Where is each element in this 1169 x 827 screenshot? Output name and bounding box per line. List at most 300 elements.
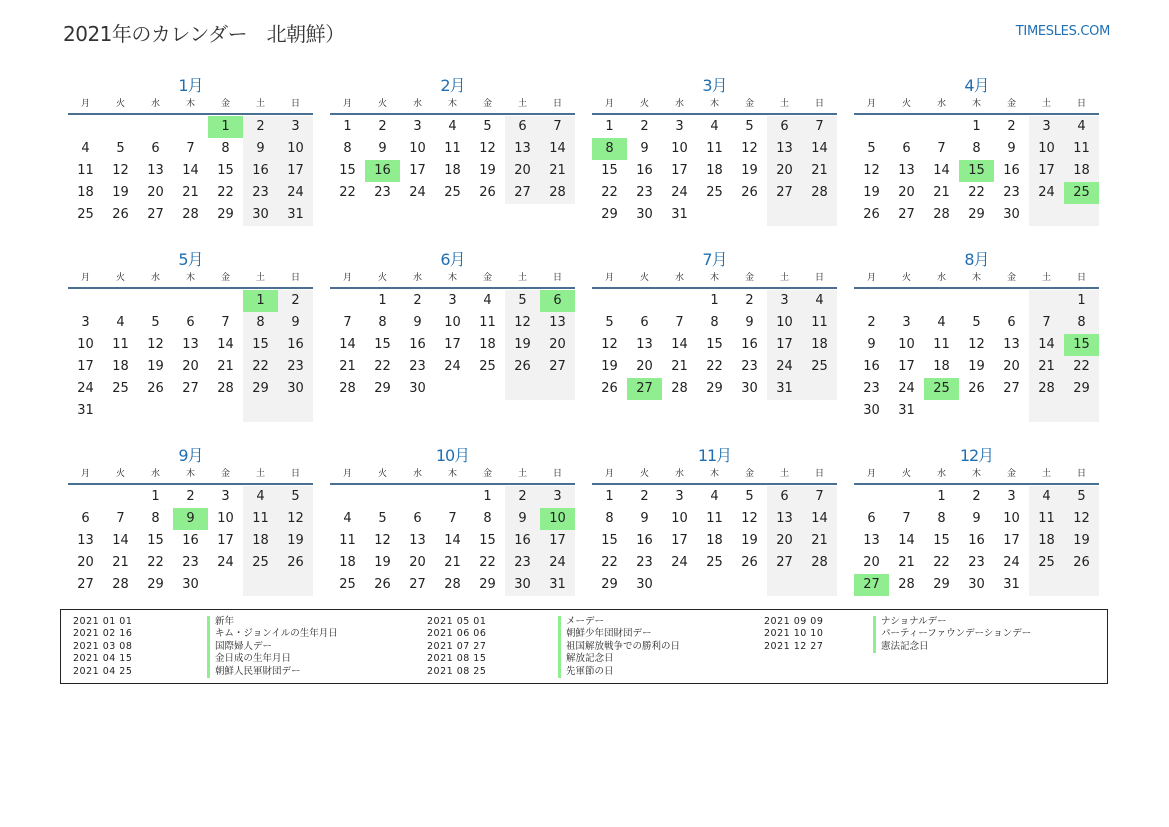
day-cell[interactable]: 6	[867, 511, 876, 526]
day-cell[interactable]: 10	[671, 141, 688, 156]
day-cell[interactable]: 22	[601, 555, 618, 570]
day-cell[interactable]: 19	[741, 163, 758, 178]
day-cell[interactable]: 6	[186, 315, 195, 330]
day-cell[interactable]: 7	[1029, 312, 1064, 334]
day-cell[interactable]: 21	[671, 359, 688, 374]
day-cell[interactable]: 15	[601, 163, 618, 178]
day-cell[interactable]: 12	[1064, 508, 1099, 530]
day-cell[interactable]: 1	[243, 290, 278, 312]
day-cell[interactable]: 11	[339, 533, 356, 548]
day-cell[interactable]: 7	[343, 315, 352, 330]
day-cell[interactable]: 27	[505, 182, 540, 204]
day-cell[interactable]: 2	[378, 119, 387, 134]
day-cell[interactable]: 26	[147, 381, 164, 396]
day-cell[interactable]: 6	[413, 511, 422, 526]
day-cell[interactable]: 3	[540, 486, 575, 508]
day-cell[interactable]: 23	[505, 552, 540, 574]
day-cell[interactable]: 1	[605, 119, 614, 134]
day-cell[interactable]: 7	[802, 486, 837, 508]
day-cell[interactable]: 15	[217, 163, 234, 178]
day-cell[interactable]: 11	[933, 337, 950, 352]
day-cell[interactable]: 23	[741, 359, 758, 374]
day-cell[interactable]: 24	[217, 555, 234, 570]
day-cell[interactable]: 14	[802, 138, 837, 160]
day-cell[interactable]: 23	[243, 182, 278, 204]
day-cell[interactable]: 27	[409, 577, 426, 592]
day-cell[interactable]: 18	[802, 334, 837, 356]
day-cell[interactable]: 6	[767, 486, 802, 508]
day-cell[interactable]: 12	[968, 337, 985, 352]
day-cell[interactable]: 8	[343, 141, 352, 156]
day-cell[interactable]: 29	[1064, 378, 1099, 400]
day-cell[interactable]: 1	[710, 293, 719, 308]
day-cell[interactable]: 1	[937, 489, 946, 504]
day-cell[interactable]: 13	[77, 533, 94, 548]
day-cell[interactable]: 28	[802, 182, 837, 204]
day-cell[interactable]: 23	[278, 356, 313, 378]
day-cell[interactable]: 22	[1064, 356, 1099, 378]
day-cell[interactable]: 18	[933, 359, 950, 374]
day-cell[interactable]: 17	[671, 163, 688, 178]
day-cell[interactable]: 13	[863, 533, 880, 548]
day-cell[interactable]: 3	[278, 116, 313, 138]
day-cell[interactable]: 13	[409, 533, 426, 548]
day-cell[interactable]: 3	[448, 293, 457, 308]
day-cell[interactable]: 29	[479, 577, 496, 592]
day-cell[interactable]: 21	[540, 160, 575, 182]
day-cell[interactable]: 24	[77, 381, 94, 396]
day-cell[interactable]: 19	[1064, 530, 1099, 552]
day-cell[interactable]: 26	[479, 185, 496, 200]
day-cell[interactable]: 14	[182, 163, 199, 178]
day-cell[interactable]: 17	[1003, 533, 1020, 548]
day-cell[interactable]: 20	[1003, 359, 1020, 374]
day-cell[interactable]: 17	[409, 163, 426, 178]
day-cell[interactable]: 11	[77, 163, 94, 178]
day-cell[interactable]: 25	[802, 356, 837, 378]
day-cell[interactable]: 16	[636, 163, 653, 178]
day-cell[interactable]: 24	[671, 555, 688, 570]
day-cell[interactable]: 22	[968, 185, 985, 200]
day-cell[interactable]: 6	[505, 116, 540, 138]
day-cell[interactable]: 30	[968, 577, 985, 592]
day-cell[interactable]: 28	[671, 381, 688, 396]
day-cell[interactable]: 12	[278, 508, 313, 530]
day-cell[interactable]: 26	[601, 381, 618, 396]
site-link[interactable]: TIMESLES.COM	[1015, 24, 1110, 39]
day-cell[interactable]: 5	[151, 315, 160, 330]
day-cell[interactable]: 12	[601, 337, 618, 352]
day-cell[interactable]: 14	[898, 533, 915, 548]
day-cell[interactable]: 10	[1029, 138, 1064, 160]
day-cell[interactable]: 18	[444, 163, 461, 178]
day-cell[interactable]: 13	[636, 337, 653, 352]
day-cell[interactable]: 27	[182, 381, 199, 396]
day-cell[interactable]: 18	[339, 555, 356, 570]
day-cell[interactable]: 1	[972, 119, 981, 134]
day-cell[interactable]: 17	[540, 530, 575, 552]
day-cell[interactable]: 23	[374, 185, 391, 200]
day-cell[interactable]: 26	[968, 381, 985, 396]
day-cell[interactable]: 21	[217, 359, 234, 374]
day-cell[interactable]: 16	[409, 337, 426, 352]
day-cell[interactable]: 9	[173, 508, 208, 530]
day-cell[interactable]: 22	[339, 185, 356, 200]
day-cell[interactable]: 1	[605, 489, 614, 504]
day-cell[interactable]: 9	[378, 141, 387, 156]
day-cell[interactable]: 6	[767, 116, 802, 138]
day-cell[interactable]: 22	[933, 555, 950, 570]
day-cell[interactable]: 26	[112, 207, 129, 222]
day-cell[interactable]: 4	[710, 119, 719, 134]
day-cell[interactable]: 2	[186, 489, 195, 504]
day-cell[interactable]: 24	[444, 359, 461, 374]
day-cell[interactable]: 19	[863, 185, 880, 200]
day-cell[interactable]: 10	[1003, 511, 1020, 526]
day-cell[interactable]: 16	[278, 334, 313, 356]
day-cell[interactable]: 18	[706, 533, 723, 548]
day-cell[interactable]: 7	[116, 511, 125, 526]
day-cell[interactable]: 28	[339, 381, 356, 396]
day-cell[interactable]: 10	[898, 337, 915, 352]
day-cell[interactable]: 28	[112, 577, 129, 592]
day-cell[interactable]: 20	[147, 185, 164, 200]
day-cell[interactable]: 20	[182, 359, 199, 374]
day-cell[interactable]: 25	[339, 577, 356, 592]
day-cell[interactable]: 17	[444, 337, 461, 352]
day-cell[interactable]: 4	[1029, 486, 1064, 508]
day-cell[interactable]: 20	[505, 160, 540, 182]
day-cell[interactable]: 31	[1003, 577, 1020, 592]
day-cell[interactable]: 10	[540, 508, 575, 530]
day-cell[interactable]: 18	[1029, 530, 1064, 552]
day-cell[interactable]: 16	[182, 533, 199, 548]
day-cell[interactable]: 27	[767, 552, 802, 574]
day-cell[interactable]: 11	[706, 511, 723, 526]
day-cell[interactable]: 3	[1029, 116, 1064, 138]
day-cell[interactable]: 1	[483, 489, 492, 504]
day-cell[interactable]: 17	[898, 359, 915, 374]
day-cell[interactable]: 2	[1007, 119, 1016, 134]
day-cell[interactable]: 30	[505, 574, 540, 596]
day-cell[interactable]: 25	[479, 359, 496, 374]
day-cell[interactable]: 13	[898, 163, 915, 178]
day-cell[interactable]: 26	[863, 207, 880, 222]
day-cell[interactable]: 21	[182, 185, 199, 200]
day-cell[interactable]: 25	[77, 207, 94, 222]
day-cell[interactable]: 27	[854, 574, 889, 596]
day-cell[interactable]: 10	[278, 138, 313, 160]
day-cell[interactable]: 31	[540, 574, 575, 596]
day-cell[interactable]: 11	[112, 337, 129, 352]
day-cell[interactable]: 1	[208, 116, 243, 138]
day-cell[interactable]: 13	[540, 312, 575, 334]
day-cell[interactable]: 29	[706, 381, 723, 396]
day-cell[interactable]: 4	[1064, 116, 1099, 138]
day-cell[interactable]: 10	[671, 511, 688, 526]
day-cell[interactable]: 3	[902, 315, 911, 330]
day-cell[interactable]: 24	[767, 356, 802, 378]
day-cell[interactable]: 28	[898, 577, 915, 592]
day-cell[interactable]: 9	[745, 315, 754, 330]
day-cell[interactable]: 18	[112, 359, 129, 374]
day-cell[interactable]: 1	[151, 489, 160, 504]
day-cell[interactable]: 19	[278, 530, 313, 552]
day-cell[interactable]: 18	[77, 185, 94, 200]
day-cell[interactable]: 21	[933, 185, 950, 200]
day-cell[interactable]: 26	[374, 577, 391, 592]
day-cell[interactable]: 19	[374, 555, 391, 570]
day-cell[interactable]: 30	[409, 381, 426, 396]
day-cell[interactable]: 30	[636, 207, 653, 222]
day-cell[interactable]: 24	[671, 185, 688, 200]
day-cell[interactable]: 12	[479, 141, 496, 156]
day-cell[interactable]: 7	[902, 511, 911, 526]
day-cell[interactable]: 11	[243, 508, 278, 530]
day-cell[interactable]: 8	[592, 138, 627, 160]
day-cell[interactable]: 13	[767, 508, 802, 530]
day-cell[interactable]: 22	[217, 185, 234, 200]
day-cell[interactable]: 18	[1064, 160, 1099, 182]
day-cell[interactable]: 19	[505, 334, 540, 356]
day-cell[interactable]: 4	[343, 511, 352, 526]
day-cell[interactable]: 19	[147, 359, 164, 374]
day-cell[interactable]: 5	[1064, 486, 1099, 508]
day-cell[interactable]: 8	[710, 315, 719, 330]
day-cell[interactable]: 20	[767, 160, 802, 182]
day-cell[interactable]: 7	[448, 511, 457, 526]
day-cell[interactable]: 14	[339, 337, 356, 352]
day-cell[interactable]: 30	[636, 577, 653, 592]
day-cell[interactable]: 16	[505, 530, 540, 552]
day-cell[interactable]: 2	[867, 315, 876, 330]
day-cell[interactable]: 8	[972, 141, 981, 156]
day-cell[interactable]: 10	[409, 141, 426, 156]
day-cell[interactable]: 8	[1064, 312, 1099, 334]
day-cell[interactable]: 25	[444, 185, 461, 200]
day-cell[interactable]: 8	[151, 511, 160, 526]
day-cell[interactable]: 26	[505, 356, 540, 378]
day-cell[interactable]: 15	[339, 163, 356, 178]
day-cell[interactable]: 27	[898, 207, 915, 222]
day-cell[interactable]: 3	[413, 119, 422, 134]
day-cell[interactable]: 2	[505, 486, 540, 508]
day-cell[interactable]: 6	[81, 511, 90, 526]
day-cell[interactable]: 11	[1064, 138, 1099, 160]
day-cell[interactable]: 31	[767, 378, 802, 400]
day-cell[interactable]: 15	[933, 533, 950, 548]
day-cell[interactable]: 11	[1029, 508, 1064, 530]
day-cell[interactable]: 7	[675, 315, 684, 330]
day-cell[interactable]: 30	[741, 381, 758, 396]
day-cell[interactable]: 12	[863, 163, 880, 178]
day-cell[interactable]: 20	[77, 555, 94, 570]
day-cell[interactable]: 23	[636, 555, 653, 570]
day-cell[interactable]: 16	[968, 533, 985, 548]
day-cell[interactable]: 3	[1007, 489, 1016, 504]
day-cell[interactable]: 17	[1029, 160, 1064, 182]
day-cell[interactable]: 13	[767, 138, 802, 160]
day-cell[interactable]: 14	[802, 508, 837, 530]
day-cell[interactable]: 15	[706, 337, 723, 352]
day-cell[interactable]: 29	[217, 207, 234, 222]
day-cell[interactable]: 14	[540, 138, 575, 160]
day-cell[interactable]: 9	[867, 337, 876, 352]
day-cell[interactable]: 8	[221, 141, 230, 156]
day-cell[interactable]: 29	[601, 207, 618, 222]
day-cell[interactable]: 23	[968, 555, 985, 570]
day-cell[interactable]: 8	[605, 511, 614, 526]
day-cell[interactable]: 23	[863, 381, 880, 396]
day-cell[interactable]: 5	[867, 141, 876, 156]
day-cell[interactable]: 4	[81, 141, 90, 156]
day-cell[interactable]: 24	[409, 185, 426, 200]
day-cell[interactable]: 31	[671, 207, 688, 222]
day-cell[interactable]: 5	[972, 315, 981, 330]
day-cell[interactable]: 27	[627, 378, 662, 400]
day-cell[interactable]: 31	[77, 403, 94, 418]
day-cell[interactable]: 26	[278, 552, 313, 574]
day-cell[interactable]: 25	[706, 185, 723, 200]
day-cell[interactable]: 2	[745, 293, 754, 308]
day-cell[interactable]: 24	[898, 381, 915, 396]
day-cell[interactable]: 14	[444, 533, 461, 548]
day-cell[interactable]: 19	[601, 359, 618, 374]
day-cell[interactable]: 16	[243, 160, 278, 182]
day-cell[interactable]: 9	[1007, 141, 1016, 156]
day-cell[interactable]: 21	[1029, 356, 1064, 378]
day-cell[interactable]: 2	[243, 116, 278, 138]
day-cell[interactable]: 21	[802, 530, 837, 552]
day-cell[interactable]: 1	[343, 119, 352, 134]
day-cell[interactable]: 25	[924, 378, 959, 400]
day-cell[interactable]: 20	[409, 555, 426, 570]
day-cell[interactable]: 5	[378, 511, 387, 526]
day-cell[interactable]: 15	[243, 334, 278, 356]
day-cell[interactable]: 5	[745, 119, 754, 134]
day-cell[interactable]: 5	[278, 486, 313, 508]
day-cell[interactable]: 9	[413, 315, 422, 330]
day-cell[interactable]: 17	[767, 334, 802, 356]
day-cell[interactable]: 2	[413, 293, 422, 308]
day-cell[interactable]: 25	[1029, 552, 1064, 574]
day-cell[interactable]: 9	[972, 511, 981, 526]
day-cell[interactable]: 4	[243, 486, 278, 508]
day-cell[interactable]: 21	[802, 160, 837, 182]
day-cell[interactable]: 25	[243, 552, 278, 574]
day-cell[interactable]: 15	[479, 533, 496, 548]
day-cell[interactable]: 15	[1064, 334, 1099, 356]
day-cell[interactable]: 10	[767, 312, 802, 334]
day-cell[interactable]: 16	[863, 359, 880, 374]
day-cell[interactable]: 23	[636, 185, 653, 200]
day-cell[interactable]: 29	[243, 378, 278, 400]
day-cell[interactable]: 24	[540, 552, 575, 574]
day-cell[interactable]: 6	[640, 315, 649, 330]
day-cell[interactable]: 25	[112, 381, 129, 396]
day-cell[interactable]: 3	[81, 315, 90, 330]
day-cell[interactable]: 2	[972, 489, 981, 504]
day-cell[interactable]: 30	[1003, 207, 1020, 222]
day-cell[interactable]: 11	[444, 141, 461, 156]
day-cell[interactable]: 2	[640, 489, 649, 504]
day-cell[interactable]: 21	[444, 555, 461, 570]
day-cell[interactable]: 29	[147, 577, 164, 592]
day-cell[interactable]: 29	[601, 577, 618, 592]
day-cell[interactable]: 22	[147, 555, 164, 570]
day-cell[interactable]: 24	[1029, 182, 1064, 204]
day-cell[interactable]: 14	[671, 337, 688, 352]
day-cell[interactable]: 7	[937, 141, 946, 156]
day-cell[interactable]: 5	[505, 290, 540, 312]
day-cell[interactable]: 31	[898, 403, 915, 418]
day-cell[interactable]: 11	[706, 141, 723, 156]
day-cell[interactable]: 6	[151, 141, 160, 156]
day-cell[interactable]: 5	[116, 141, 125, 156]
day-cell[interactable]: 13	[505, 138, 540, 160]
day-cell[interactable]: 20	[540, 334, 575, 356]
day-cell[interactable]: 20	[767, 530, 802, 552]
day-cell[interactable]: 28	[802, 552, 837, 574]
day-cell[interactable]: 3	[221, 489, 230, 504]
day-cell[interactable]: 3	[675, 119, 684, 134]
day-cell[interactable]: 17	[278, 160, 313, 182]
day-cell[interactable]: 15	[601, 533, 618, 548]
day-cell[interactable]: 29	[933, 577, 950, 592]
day-cell[interactable]: 17	[217, 533, 234, 548]
day-cell[interactable]: 30	[182, 577, 199, 592]
day-cell[interactable]: 22	[479, 555, 496, 570]
day-cell[interactable]: 24	[1003, 555, 1020, 570]
day-cell[interactable]: 28	[444, 577, 461, 592]
day-cell[interactable]: 11	[479, 315, 496, 330]
day-cell[interactable]: 12	[505, 312, 540, 334]
day-cell[interactable]: 11	[802, 312, 837, 334]
day-cell[interactable]: 5	[605, 315, 614, 330]
day-cell[interactable]: 13	[182, 337, 199, 352]
day-cell[interactable]: 19	[741, 533, 758, 548]
day-cell[interactable]: 15	[959, 160, 994, 182]
day-cell[interactable]: 3	[675, 489, 684, 504]
day-cell[interactable]: 30	[278, 378, 313, 400]
day-cell[interactable]: 6	[540, 290, 575, 312]
day-cell[interactable]: 23	[409, 359, 426, 374]
day-cell[interactable]: 9	[243, 138, 278, 160]
day-cell[interactable]: 19	[479, 163, 496, 178]
day-cell[interactable]: 28	[217, 381, 234, 396]
day-cell[interactable]: 21	[112, 555, 129, 570]
day-cell[interactable]: 8	[378, 315, 387, 330]
day-cell[interactable]: 12	[374, 533, 391, 548]
day-cell[interactable]: 7	[540, 116, 575, 138]
day-cell[interactable]: 9	[278, 312, 313, 334]
day-cell[interactable]: 16	[741, 337, 758, 352]
day-cell[interactable]: 26	[741, 555, 758, 570]
day-cell[interactable]: 28	[182, 207, 199, 222]
day-cell[interactable]: 15	[147, 533, 164, 548]
day-cell[interactable]: 25	[1064, 182, 1099, 204]
day-cell[interactable]: 24	[278, 182, 313, 204]
day-cell[interactable]: 20	[863, 555, 880, 570]
day-cell[interactable]: 13	[1003, 337, 1020, 352]
day-cell[interactable]: 5	[483, 119, 492, 134]
day-cell[interactable]: 19	[112, 185, 129, 200]
day-cell[interactable]: 2	[278, 290, 313, 312]
day-cell[interactable]: 22	[374, 359, 391, 374]
day-cell[interactable]: 27	[540, 356, 575, 378]
day-cell[interactable]: 27	[77, 577, 94, 592]
day-cell[interactable]: 1	[1064, 290, 1099, 312]
